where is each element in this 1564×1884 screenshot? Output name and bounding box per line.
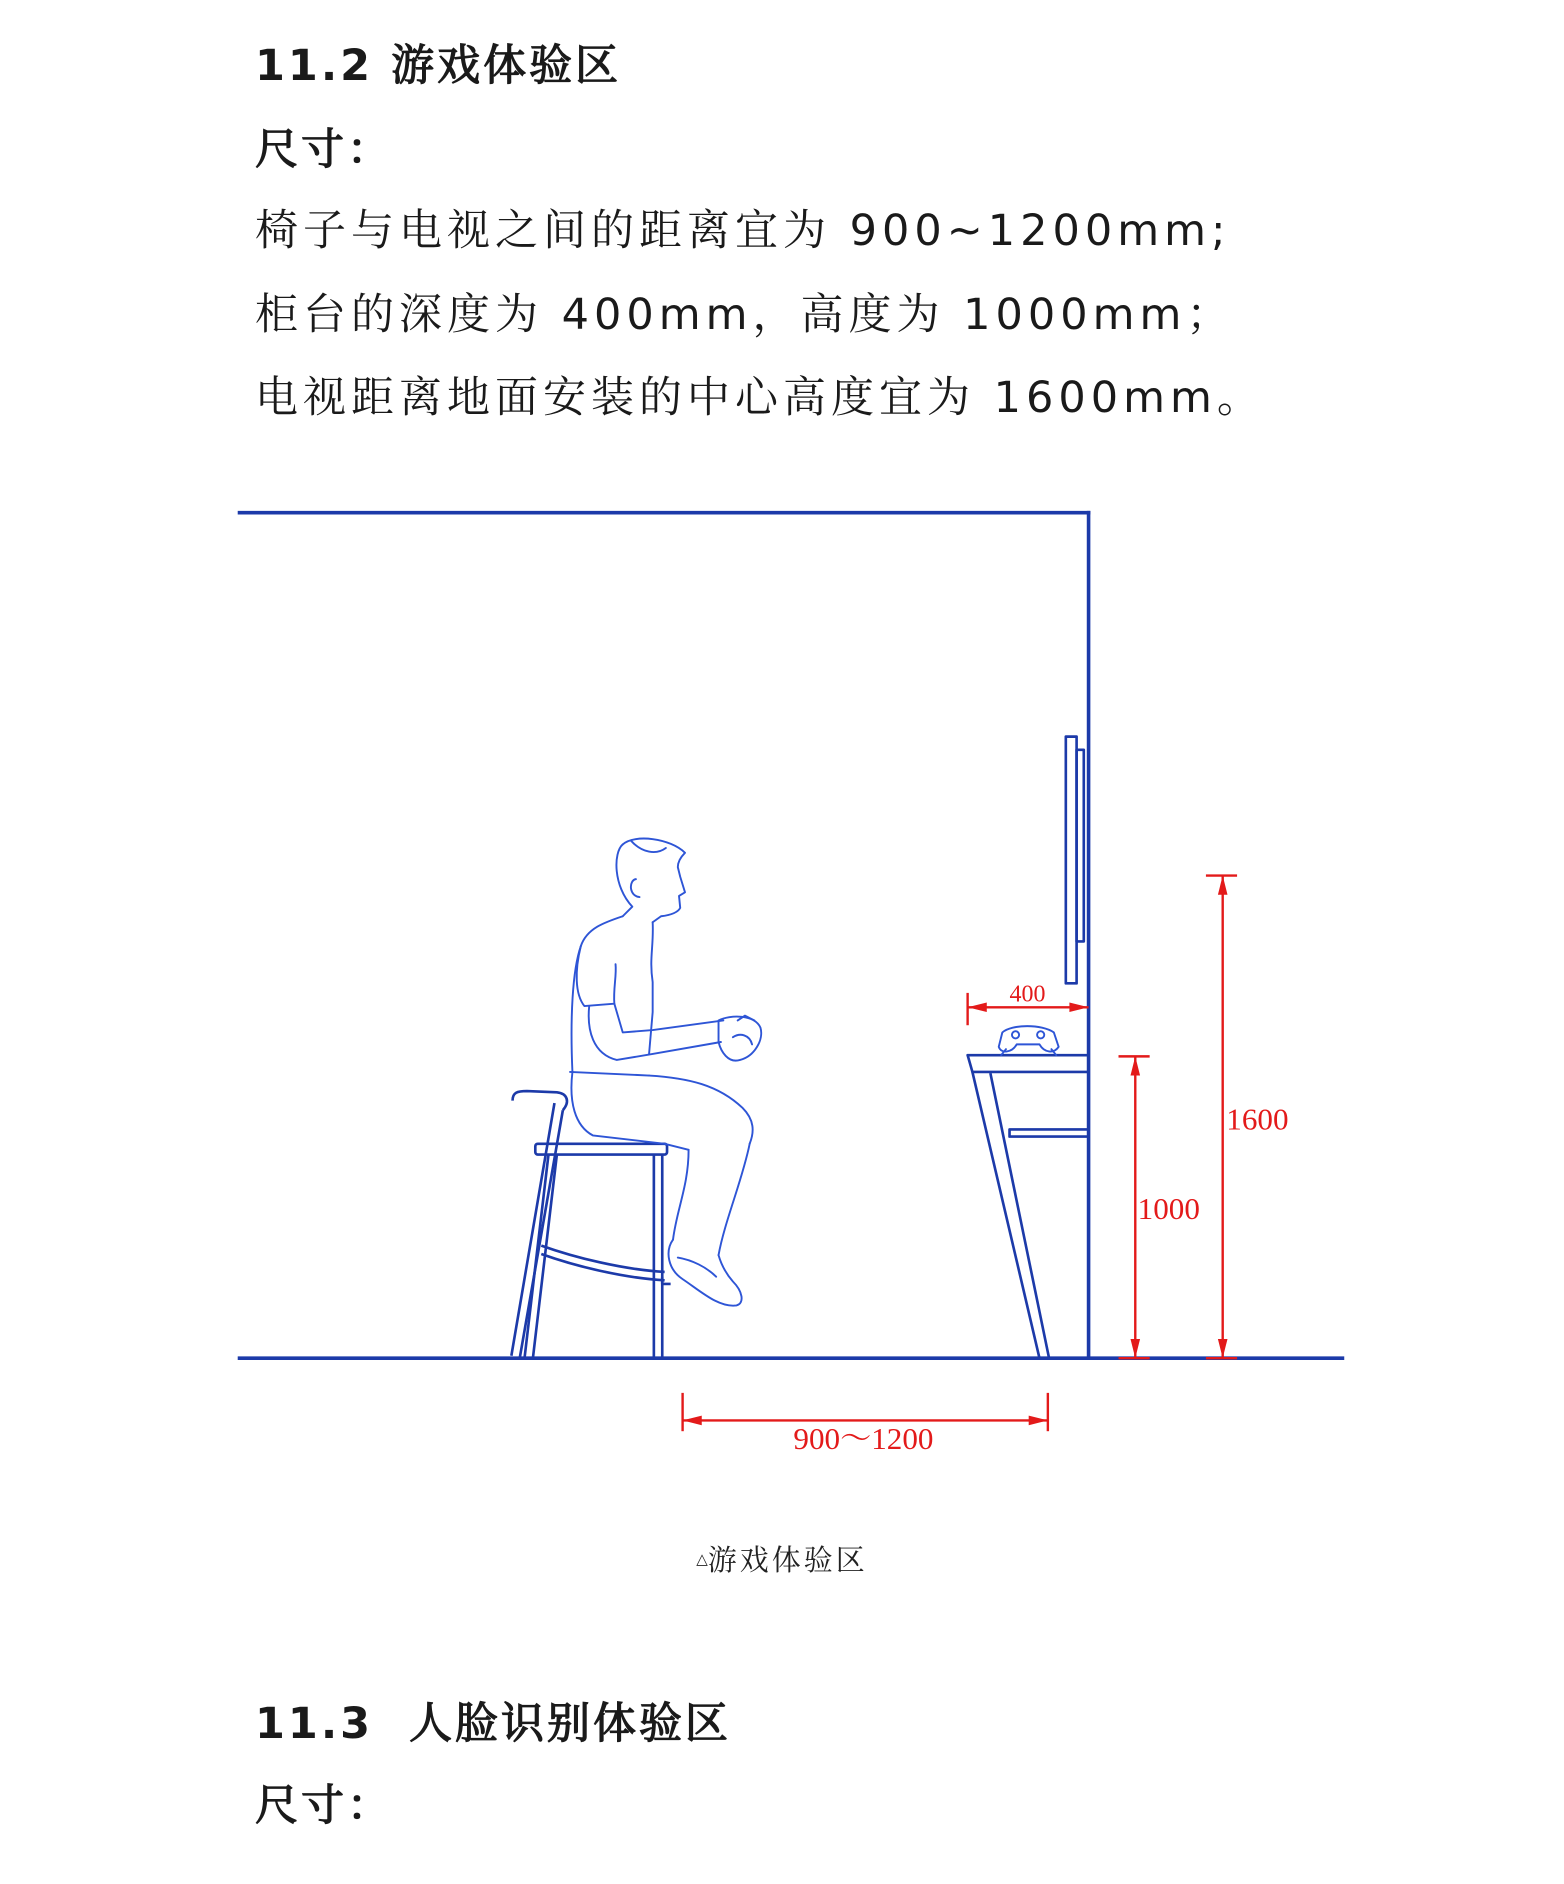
triangle-icon: △ <box>696 1550 708 1568</box>
console-controller-icon <box>999 1026 1059 1055</box>
counter <box>968 1055 1089 1358</box>
dimension-label-1000: 1000 <box>1137 1191 1200 1227</box>
tv <box>1066 737 1084 984</box>
person-sleeve <box>577 946 616 1006</box>
tv-bracket <box>1077 750 1084 942</box>
chair-crossbar <box>541 1246 664 1281</box>
person-thigh-top <box>649 1076 753 1144</box>
dimension-label-900-1200: 900～1200 <box>793 1421 934 1457</box>
person-chest <box>649 922 653 1054</box>
person-hands-controller <box>719 1016 762 1061</box>
person-ear <box>631 879 640 897</box>
person-calf <box>673 1150 689 1240</box>
person-thigh-bottom <box>571 1072 688 1150</box>
counter-front-inner <box>990 1073 1049 1358</box>
person-shin <box>719 1144 750 1255</box>
size-label: 尺寸： <box>255 125 393 175</box>
bar-chair <box>511 1091 670 1358</box>
dimension-chair-to-tv <box>683 1393 1048 1456</box>
dimension-label-400: 400 <box>1009 981 1046 1008</box>
person-hair <box>616 841 665 916</box>
chair-footrest <box>662 1277 670 1284</box>
person-arm-lower <box>589 1006 721 1060</box>
person-shoe <box>669 1240 742 1306</box>
dimension-counter-depth <box>968 981 1089 1025</box>
size-label-2: 尺寸： <box>255 1781 393 1831</box>
spec-line-distance: 椅子与电视之间的距离宜为 900~1200mm; <box>255 206 1231 256</box>
tv-screen <box>1066 737 1077 984</box>
counter-top <box>968 1055 1089 1072</box>
counter-front-outer <box>972 1072 1039 1358</box>
section-heading-game-zone: 11.2 游戏体验区 <box>255 41 622 91</box>
counter-shelf <box>1010 1129 1089 1136</box>
spec-line-counter: 柜台的深度为 400mm，高度为 1000mm； <box>255 290 1235 340</box>
figure-caption <box>0 1541 1564 1578</box>
dimension-counter-height <box>1119 1056 1200 1358</box>
seated-person-figure <box>570 839 761 1306</box>
chair-front-leg <box>654 1155 662 1359</box>
chair-backrest <box>513 1091 567 1110</box>
dimension-tv-center-height <box>1206 876 1289 1359</box>
dimension-label-1600: 1600 <box>1226 1101 1289 1137</box>
section-heading-face-recognition: 11.3 人脸识别体验区 <box>255 1699 732 1749</box>
figure-caption-text: 游戏体验区 <box>707 1543 868 1577</box>
spec-line-tv-height: 电视距离地面安装的中心高度宜为 1600mm。 <box>255 373 1265 423</box>
person-arm-upper <box>614 1004 723 1033</box>
person-shirt-hem <box>570 1072 649 1076</box>
